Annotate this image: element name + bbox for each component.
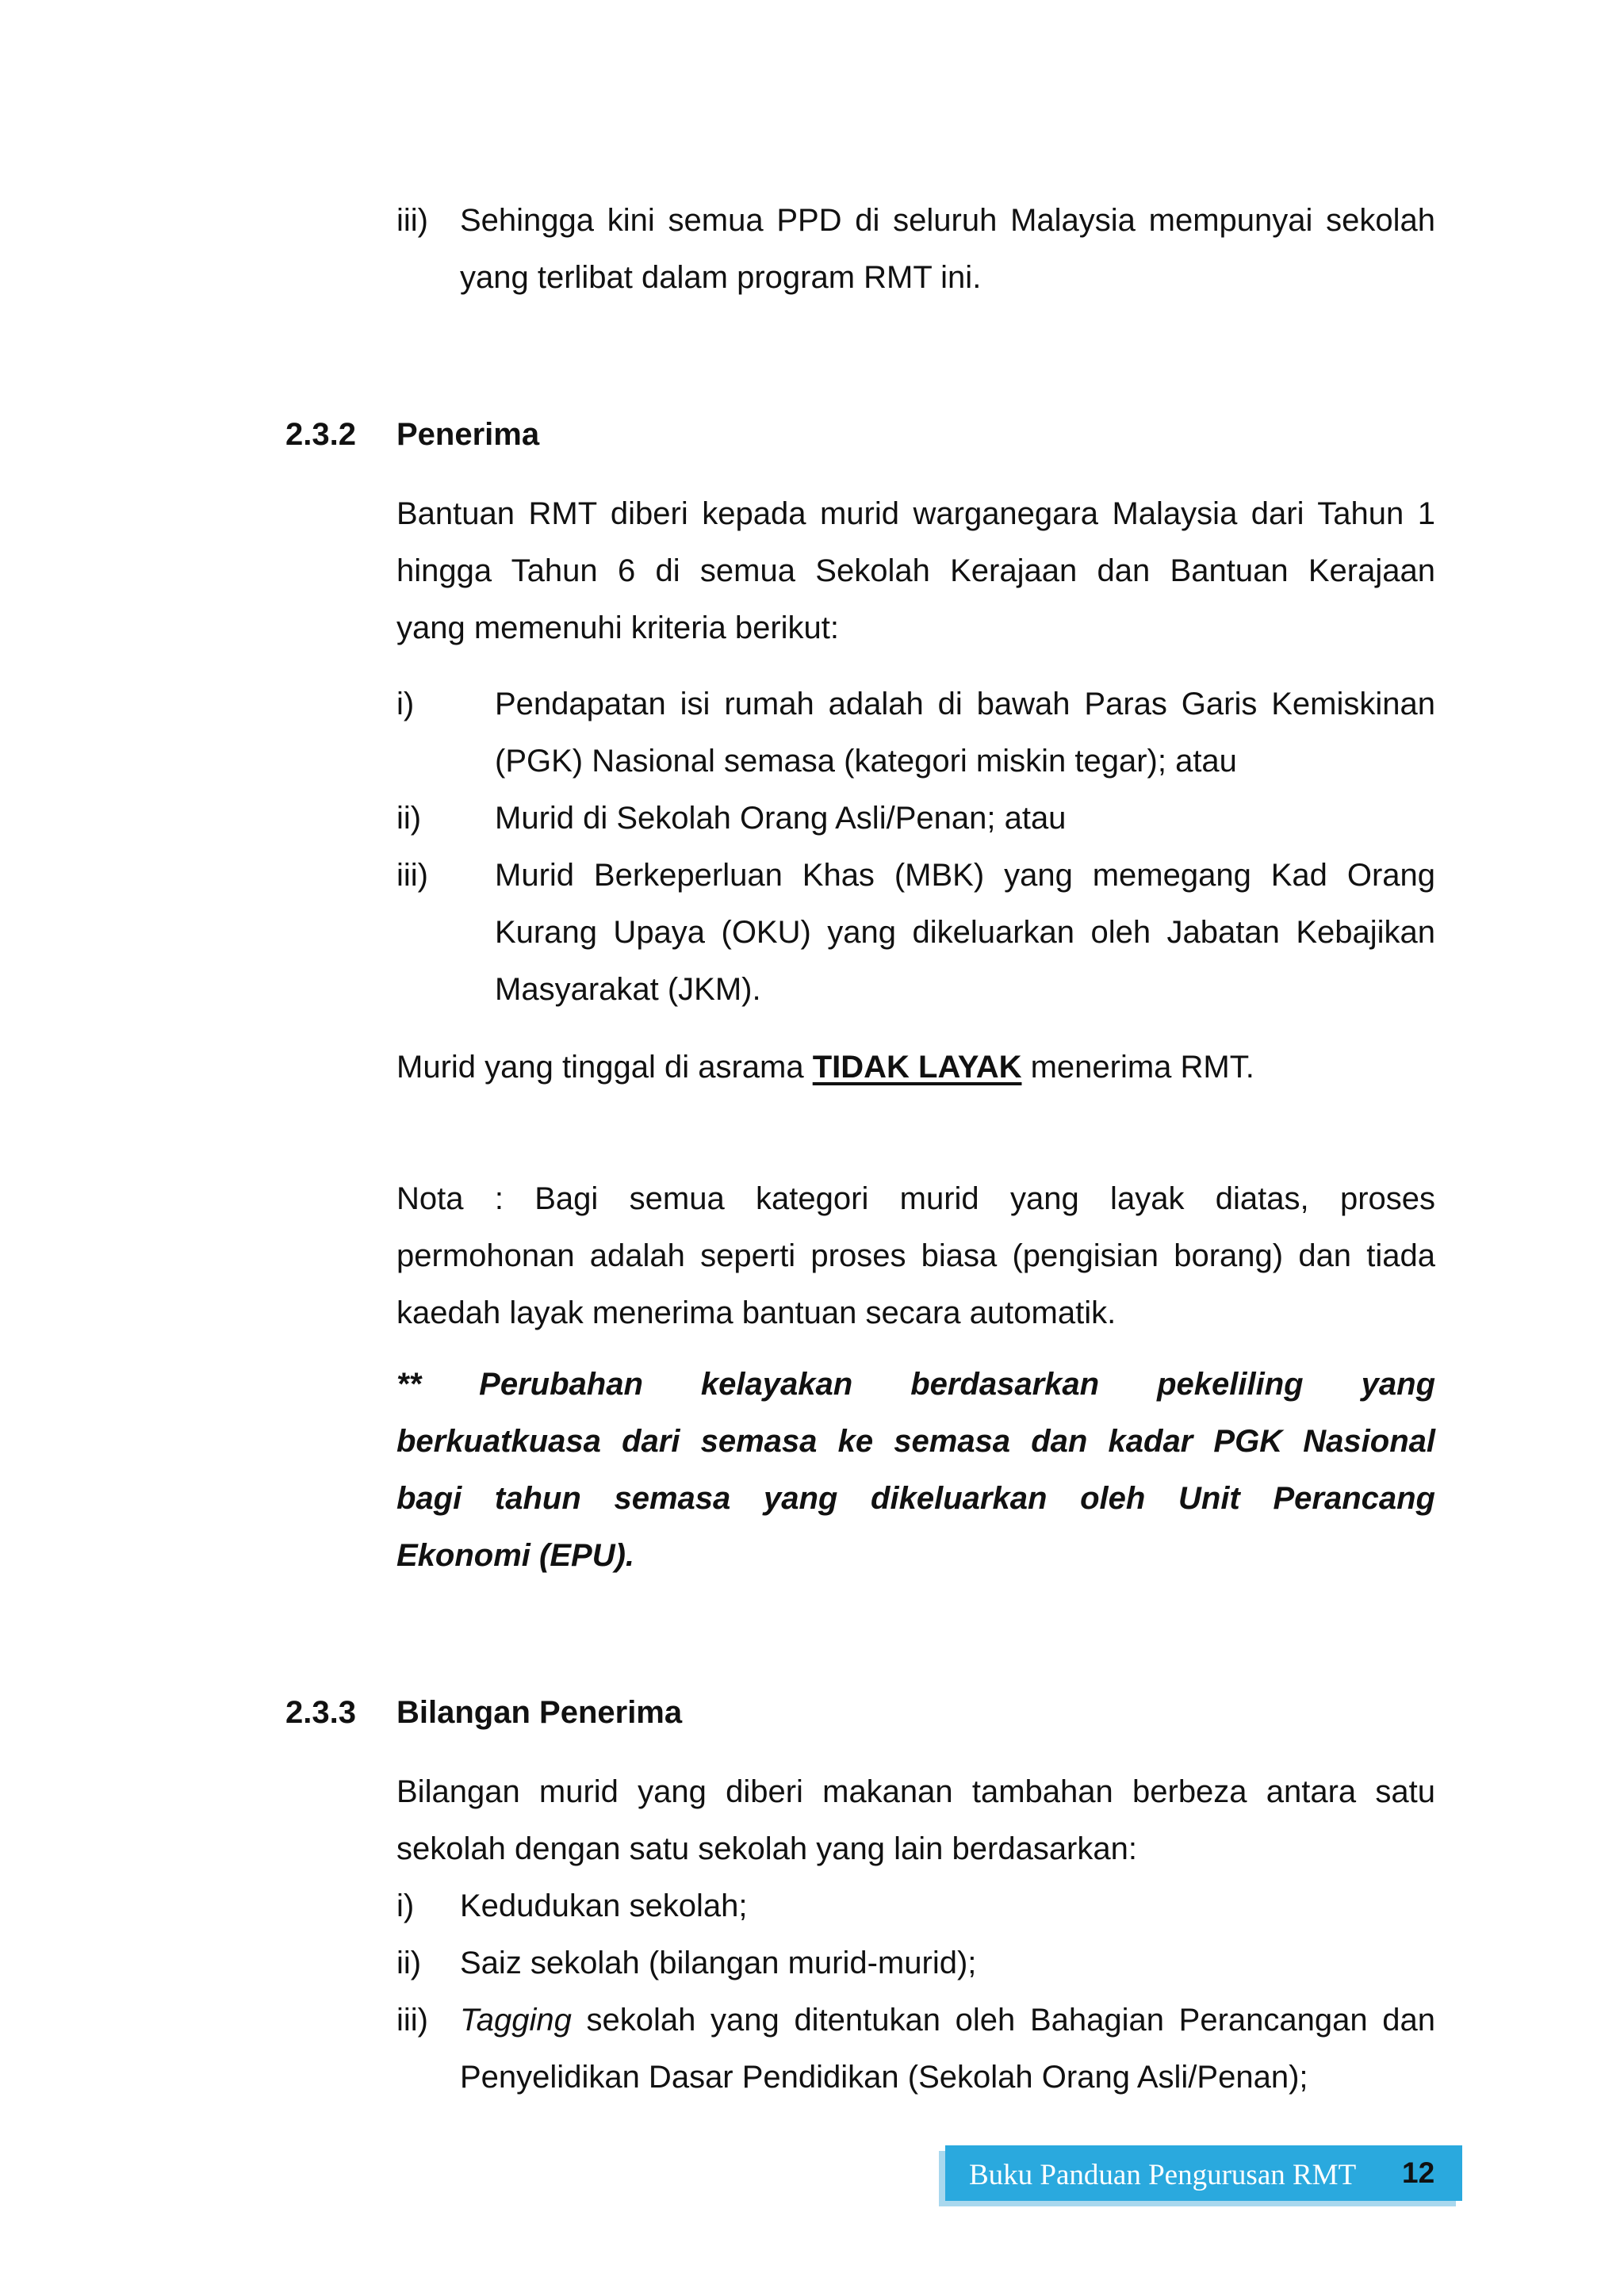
list-marker: i)	[396, 1888, 415, 1923]
list-item-text: Murid Berkeperluan Khas (MBK) yang memegang Kad Orang	[495, 858, 1435, 893]
list-item-text: yang terlibat dalam program RMT ini.	[460, 260, 982, 295]
list-item-text: Kedudukan sekolah;	[460, 1888, 748, 1923]
section-number: 2.3.3	[285, 1695, 356, 1730]
paragraph-line: hingga Tahun 6 di semua Sekolah Kerajaan dan Bantuan Kerajaan	[396, 553, 1435, 588]
list-item-text: Kurang Upaya (OKU) yang dikeluarkan oleh Jabatan Kebajikan	[495, 915, 1435, 950]
paragraph-line: sekolah dengan satu sekolah yang lain berdasarkan:	[396, 1831, 1137, 1866]
nota-line: kaedah layak menerima bantuan secara automatik.	[396, 1295, 1116, 1330]
tagging-italic: Tagging	[460, 2003, 572, 2038]
list-marker: iii)	[396, 858, 428, 893]
nota-line: permohonan adalah seperti proses biasa (pengisian borang) dan tiada	[396, 1238, 1435, 1273]
asrama-sentence	[396, 1051, 1254, 1083]
paragraph-line: Bantuan RMT diberi kepada murid warganegara Malaysia dari Tahun 1	[396, 496, 1435, 531]
paragraph-line: yang memenuhi kriteria berikut:	[396, 610, 840, 645]
list-item-text-rest: sekolah yang ditentukan oleh Bahagian Perancangan dan	[571, 2003, 1435, 2038]
note-emphasis-line: Ekonomi (EPU).	[396, 1538, 635, 1573]
list-item-text: Saiz sekolah (bilangan murid-murid);	[460, 1946, 977, 1980]
section-title: Bilangan Penerima	[396, 1695, 683, 1730]
asrama-text-before: Murid yang tinggal di asrama	[396, 1050, 813, 1085]
note-emphasis-line: ** Perubahan kelayakan berdasarkan pekeliling yang	[396, 1367, 1435, 1402]
paragraph-line: Bilangan murid yang diberi makanan tambahan berbeza antara satu	[396, 1774, 1435, 1809]
tidak-layak-emphasis: TIDAK LAYAK	[812, 1050, 1022, 1085]
page-number: 12	[1402, 2156, 1435, 2189]
list-marker: ii)	[396, 1946, 422, 1980]
list-item-text: Masyarakat (JKM).	[495, 972, 761, 1007]
nota-line: Nota : Bagi semua kategori murid yang layak diatas, proses	[396, 1181, 1435, 1216]
list-marker: iii)	[396, 203, 428, 238]
list-marker: i)	[396, 687, 415, 721]
list-item-text: (PGK) Nasional semasa (kategori miskin tegar); atau	[495, 744, 1237, 779]
note-emphasis-line: berkuatkuasa dari semasa ke semasa dan kadar PGK Nasional	[396, 1424, 1435, 1459]
section-title: Penerima	[396, 417, 540, 452]
footer-title: Buku Panduan Pengurusan RMT	[969, 2159, 1357, 2191]
list-marker: ii)	[396, 801, 422, 836]
list-marker: iii)	[396, 2003, 428, 2038]
note-emphasis-line: bagi tahun semasa yang dikeluarkan oleh Unit Perancang	[396, 1481, 1435, 1516]
list-item-text: Murid di Sekolah Orang Asli/Penan; atau	[495, 801, 1067, 836]
list-item-text: Sehingga kini semua PPD di seluruh Malaysia mempunyai sekolah	[460, 203, 1435, 238]
list-item-text	[460, 2004, 1435, 2036]
list-item-text: Penyelidikan Dasar Pendidikan (Sekolah Orang Asli/Penan);	[460, 2060, 1308, 2095]
section-number: 2.3.2	[285, 417, 356, 452]
asrama-text-after: menerima RMT.	[1021, 1050, 1254, 1085]
list-item-text: Pendapatan isi rumah adalah di bawah Paras Garis Kemiskinan	[495, 687, 1435, 721]
